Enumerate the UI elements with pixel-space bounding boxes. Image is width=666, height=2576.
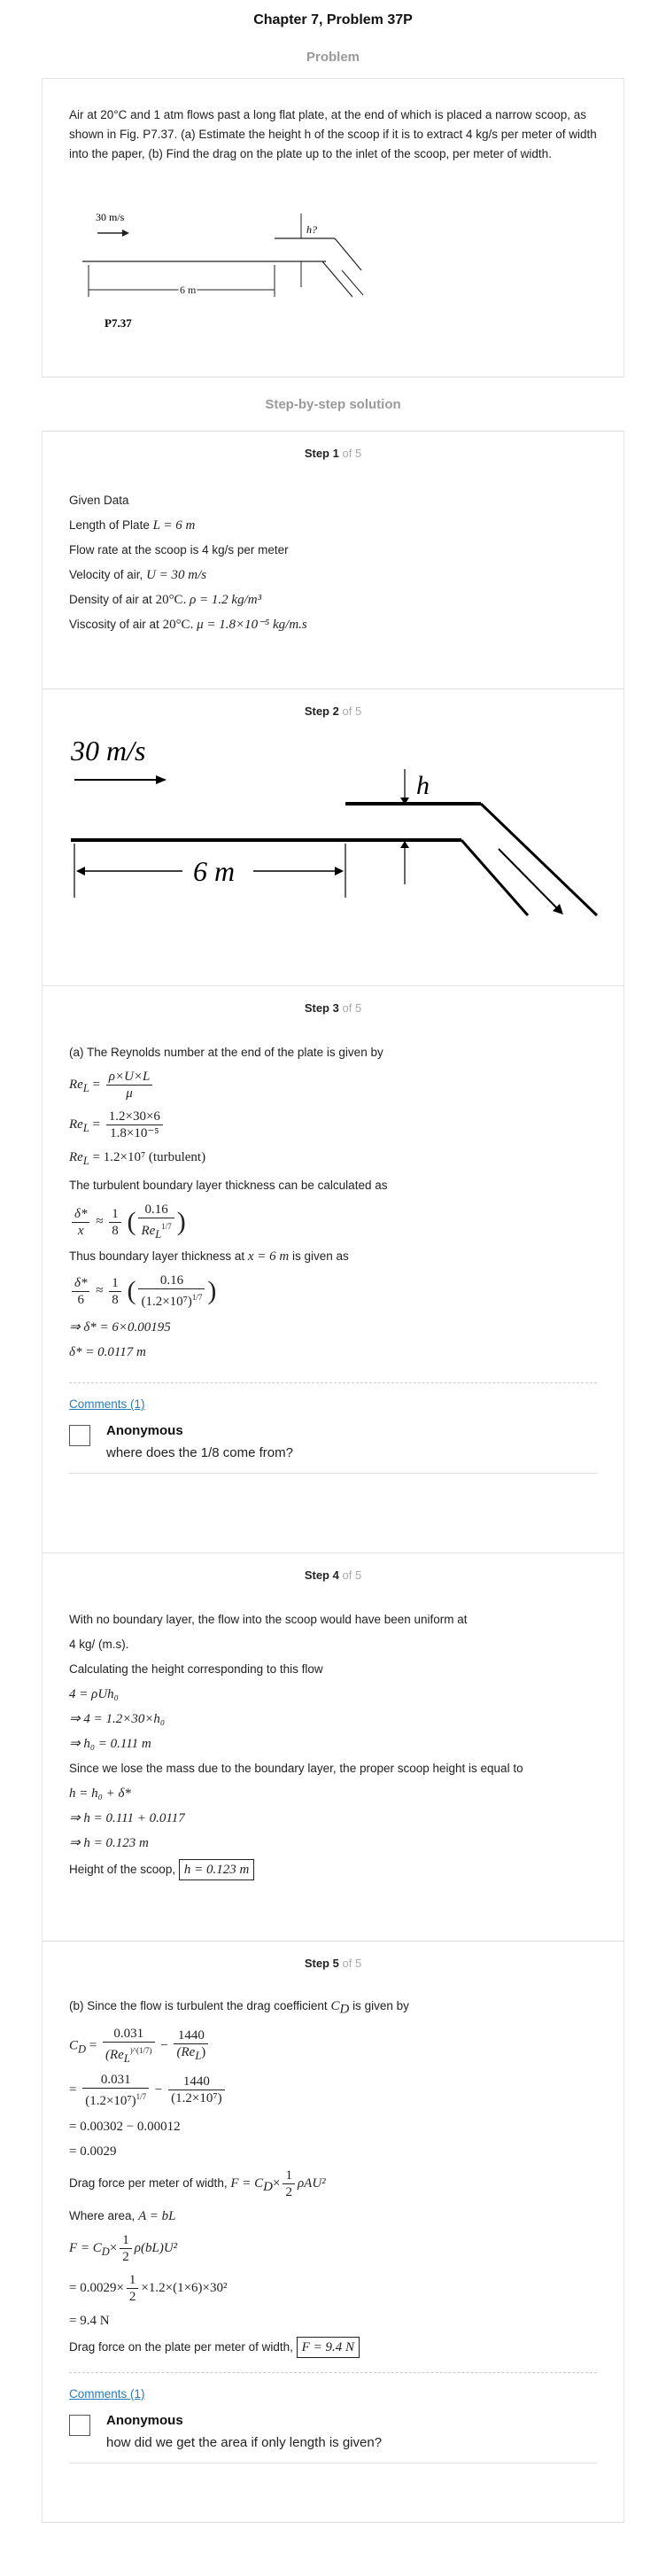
s3-re-eq1: $Re_L$ = $\frac{\rho\times U\times L}{\mu}$ bbox=[69, 1069, 597, 1101]
fig-length-label: 6 m bbox=[180, 284, 197, 296]
s4-e4: h = h₀ + δ* bbox=[69, 1786, 131, 1801]
s3-implies: ⇒ δ* = 6×0.00195 bbox=[69, 1320, 171, 1335]
step-1 bbox=[43, 432, 623, 689]
s3-comment-author: Anonymous bbox=[106, 1423, 183, 1438]
problem-label: Problem bbox=[306, 50, 360, 65]
fig-scoop-top-slope bbox=[335, 238, 361, 270]
s1-flow: Flow rate at the scoop is 4 kg/s per meter bbox=[69, 543, 289, 556]
s4-final: Height of the scoop, h = 0.123 m bbox=[69, 1859, 597, 1880]
fig-velocity-arrowhead bbox=[122, 230, 129, 237]
step-5 bbox=[43, 1942, 623, 2522]
s5-f2: $F = C_D\times$ $\frac{1}{2}$ ρ(bL)U² bbox=[69, 2232, 178, 2264]
s3-comment bbox=[69, 1411, 597, 1474]
s2-h-label: h bbox=[416, 771, 430, 800]
s3-comments-link[interactable]: Comments (1) bbox=[69, 1397, 145, 1411]
problem-box bbox=[42, 78, 624, 377]
s4-e5: ⇒ h = 0.111 + 0.0117 bbox=[69, 1811, 185, 1825]
s1-density: Density of air at 20°C. ρ = 1.2 kg/m³ bbox=[69, 593, 262, 607]
s5-drag: Drag force per meter of width, $F = C_D\times$ $\frac{1}{2}$ ρAU² bbox=[69, 2167, 326, 2199]
solution-label: Step-by-step solution bbox=[265, 397, 401, 412]
problem-figure bbox=[69, 203, 441, 371]
s5-area: Where area, A = bL bbox=[69, 2208, 176, 2223]
steps-container bbox=[42, 431, 624, 2523]
avatar bbox=[69, 2415, 90, 2436]
page-title: Chapter 7, Problem 37P bbox=[253, 12, 413, 27]
s4-l4: Since we lose the mass due to the boundary layer, the proper scoop height is equal to bbox=[69, 1762, 523, 1775]
s2-velocity-label: 30 m/s bbox=[71, 735, 146, 767]
s2-scoop-bottom-slope bbox=[461, 840, 528, 915]
s1-viscosity: Viscosity of air at 20°C. μ = 1.8×10⁻⁵ kg/m.s bbox=[69, 618, 307, 632]
s5-cd-eq1: $C_D$ = $\frac{0.031}{(Re_L^{)\^{}(1/7)}}$ − $\frac{1440}{(Re_L)}$ bbox=[69, 2026, 597, 2065]
s4-l3: Calculating the height corresponding to this flow bbox=[69, 1662, 323, 1676]
s5-final: Drag force on the plate per meter of width, F = 9.4 N bbox=[69, 2337, 597, 2358]
s5-comment bbox=[69, 2401, 597, 2463]
s3-intro: (a) The Reynolds number at the end of the plate is given by bbox=[69, 1046, 383, 1059]
s1-length: Length of Plate L = 6 m bbox=[69, 518, 196, 533]
step-5-header: Step 5 of 5 bbox=[304, 1957, 362, 1970]
fig-velocity-label: 30 m/s bbox=[96, 211, 125, 223]
s2-h-arrowhead-bottom bbox=[400, 841, 409, 848]
s5-comment-author: Anonymous bbox=[106, 2412, 183, 2428]
s3-re-eq2: $Re_L$ = $\frac{1.2\times 30\times 6}{\text{1.8×10⁻⁵}}$ bbox=[69, 1109, 597, 1141]
step-3-header: Step 3 of 5 bbox=[304, 1001, 362, 1015]
s5-e4: = 0.0029 bbox=[69, 2144, 117, 2159]
problem-text: Air at 20°C and 1 atm flows past a long flat plate, at the end of which is placed a narrow scoop, as shown in Fig. P7.37. (a) Estimate the height h of the scoop if it is to extract 4 kg/s per meter of width into the paper, (b) Find the drag on the plate up to the inlet of the scoop, per meter of width. bbox=[69, 108, 597, 160]
s2-len-arrowhead-left bbox=[76, 867, 85, 876]
step-2-header: Step 2 of 5 bbox=[304, 704, 362, 718]
fig-caption: P7.37 bbox=[105, 316, 132, 330]
step-4 bbox=[43, 1553, 623, 1942]
s3-divider bbox=[69, 1382, 597, 1383]
s4-l1: With no boundary layer, the flow into the scoop would have been uniform at bbox=[69, 1613, 468, 1626]
s5-comments-link[interactable]: Comments (1) bbox=[69, 2386, 145, 2401]
s4-e1: 4 = ρUh₀ bbox=[69, 1687, 119, 1701]
fig-scoop-bottom-slope bbox=[322, 261, 352, 297]
s5-final-box: F = 9.4 N bbox=[297, 2337, 360, 2358]
s1-given: Given Data bbox=[69, 494, 129, 507]
s5-intro: (b) Since the flow is turbulent the drag coefficient $C_D$ is given by bbox=[69, 1999, 409, 2017]
s3-result: δ* = 0.0117 m bbox=[69, 1345, 146, 1359]
s4-e2: ⇒ 4 = 1.2×30×h₀ bbox=[69, 1712, 166, 1726]
s5-divider bbox=[69, 2372, 597, 2373]
avatar bbox=[69, 1425, 90, 1446]
s5-e3: = 0.00302 − 0.00012 bbox=[69, 2119, 181, 2134]
s4-e3: ⇒ h₀ = 0.111 m bbox=[69, 1737, 151, 1751]
fig-h-label: h? bbox=[306, 223, 317, 236]
step-1-header: Step 1 of 5 bbox=[304, 447, 362, 460]
s4-e6: ⇒ h = 0.123 m bbox=[69, 1836, 149, 1850]
s3-thus: Thus boundary layer thickness at x = 6 m is given as bbox=[69, 1249, 349, 1264]
s5-f4: = 9.4 N bbox=[69, 2313, 110, 2328]
s3-turb-text: The turbulent boundary layer thickness can be calculated as bbox=[69, 1179, 388, 1192]
s2-len-arrowhead-right bbox=[335, 867, 344, 876]
s2-flow-arrow bbox=[499, 849, 558, 909]
s5-comment-text: how did we get the area if only length is given? bbox=[106, 2434, 383, 2450]
s4-final-box: h = 0.123 m bbox=[179, 1859, 254, 1880]
fig-flow-arrow bbox=[342, 270, 363, 295]
step-3 bbox=[43, 986, 623, 1553]
step-4-header: Step 4 of 5 bbox=[304, 1568, 362, 1582]
s3-re-eq3: $Re_L = 1.2\times 10^7$ (turbulent) bbox=[69, 1150, 206, 1167]
s2-scoop-top-slope bbox=[481, 804, 597, 915]
s3-delta-formula: $\frac{\delta*}{x}$ ≈ $\frac{1}{8}$ ( $\frac{0.16}{Re_L^{1/7}}$ ) bbox=[69, 1202, 597, 1241]
step-2-figure bbox=[43, 725, 618, 973]
s4-l2: 4 kg/ (m.s). bbox=[69, 1638, 129, 1651]
s3-delta-eval: $\frac{\delta*}{6}$ ≈ $\frac{1}{8}$ ( $\frac{0.16}{(1.2\times 10^7)^{1/7}}$ ) bbox=[69, 1272, 597, 1311]
s5-cd-eq2: = $\frac{0.031}{(1.2\times 10^7)^{1/7}}$ − $\frac{1440}{\text{(1.2×10⁷)}}$ bbox=[69, 2072, 597, 2111]
s1-velocity: Velocity of air, U = 30 m/s bbox=[69, 568, 207, 582]
s3-comment-text: where does the 1/8 come from? bbox=[106, 1445, 293, 1460]
s2-length-label: 6 m bbox=[193, 855, 236, 887]
s2-velocity-arrowhead bbox=[156, 775, 166, 784]
s5-f3: = 0.0029× $\frac{1}{2}$ ×1.2×(1×6)×30² bbox=[69, 2272, 228, 2304]
step-2 bbox=[43, 689, 623, 986]
